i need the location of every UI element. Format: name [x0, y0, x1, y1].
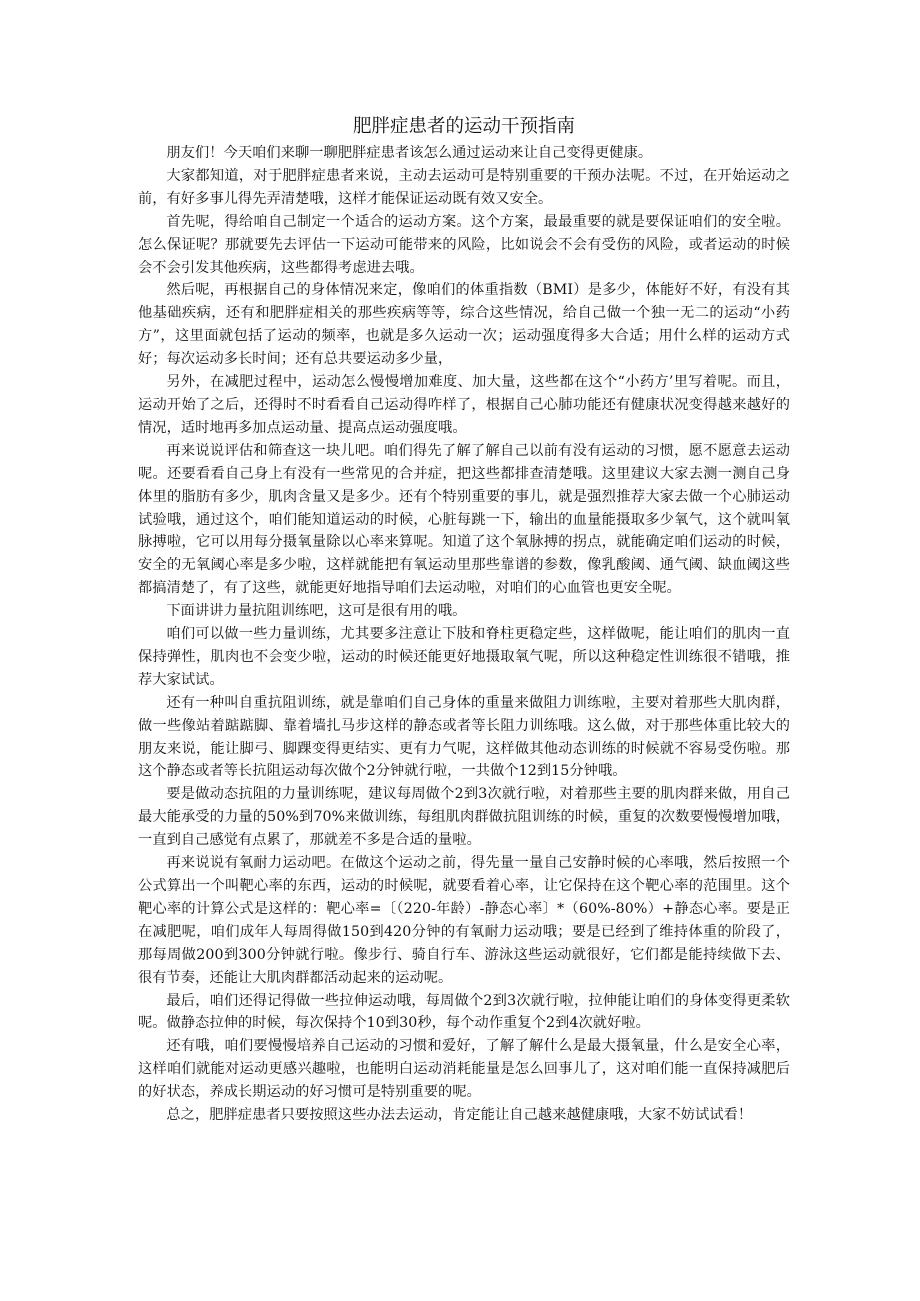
paragraph-conclusion: 总之，肥胖症患者只要按照这些办法去运动，肯定能让自己越来越健康哦，大家不妨试试看！	[166, 1107, 753, 1124]
paragraph-dynamic-resistance: 要是做动态抗阻的力量训练呢，建议每周做个2到3次就行啦，对着那些主要的肌肉群来做，用自己最大能承受的力量的50%到70%来做训练，每组肌肉群做抗阻训练的时候，重复的次数要慢慢增加哦，一直到自己感觉有点累了，那就差不多是合适的量啦。	[138, 786, 790, 849]
paragraph-stretching: 最后，咱们还得记得做一些拉伸运动哦，每周做个2到3次就行啦，拉伸能让咱们的身体变得更柔软呢。做静态拉伸的时候，每次保持个10到30秒，每个动作重复个2到4次就好啦。	[138, 992, 790, 1032]
paragraph-habits: 还有哦，咱们要慢慢培养自己运动的习惯和爱好，了解了解什么是最大摄氧量，什么是安全心率，这样咱们就能对运动更感兴趣啦，也能明白运动消耗能量是怎么回事儿了，这对咱们能一直保持减肥后的好状态，养成长期运动的好习惯可是特别重要的呢。	[138, 1038, 790, 1101]
paragraph-importance: 大家都知道，对于肥胖症患者来说，主动去运动可是特别重要的干预办法呢。不过，在开始运动之前，有好多事儿得先弄清楚哦，这样才能保证运动既有效又安全。	[138, 167, 790, 207]
document-title: 肥胖症患者的运动干预指南	[352, 116, 575, 137]
paragraph-safety-plan: 首先呢，得给咱自己制定一个适合的运动方案。这个方案，最最重要的就是要保证咱们的安全啦。怎么保证呢？那就要先去评估一下运动可能带来的风险，比如说会不会有受伤的风险，或者运动的时候会不会引发其他疾病，这些都得考虑进去哦。	[138, 213, 790, 276]
paragraph-assessment: 再来说说评估和筛查这一块儿吧。咱们得先了解了解自己以前有没有运动的习惯，愿不愿意去运动呢。还要看看自己身上有没有一些常见的合并症，把这些都排查清楚哦。这里建议大家去测一测自己身体里的脂肪有多少，肌肉含量又是多少。还有个特别重要的事儿，就是强烈推荐大家去做一个心肺运动试验哦，通过这个，咱们能知道运动的时候，心脏每跳一下，输出的血量能摄取多少氧气，这个就叫氧脉搏啦，它可以用每分摄氧量除以心率来算呢。知道了这个氧脉搏的拐点，就能确定咱们运动的时候，安全的无氧阈心率是多少啦，这样就能把有氧运动里那些靠谱的参数，像乳酸阈、通气阈、缺血阈这些都搞清楚了，有了这些，就能更好地指导咱们去运动啦，对咱们的心血管也更安全呢。	[138, 442, 790, 597]
paragraph-progression: 另外，在减肥过程中，运动怎么慢慢增加难度、加大量，这些都在这个“小药方’里写着呢。而且，运动开始了之后，还得时不时看看自己运动得咋样了，根据自己心肺功能还有健康状况变得越来越好的情况，适时地再多加点运动量、提高点运动强度哦。	[138, 374, 790, 436]
paragraph-bodyweight-training: 还有一种叫自重抗阻训练，就是靠咱们自己身体的重量来做阻力训练啦，主要对着那些大肌肉群，做一些像站着踮踮脚、靠着墙扎马步这样的静态或者等长阻力训练哦。这么做，对于那些体重比较大的朋友来说，能让脚弓、脚踝变得更结实、更有力气呢，这样做其他动态训练的时候就不容易受伤啦。那这个静态或者等长抗阻运动每次做个2分钟就行啦，一共做个12到15分钟哦。	[138, 694, 790, 780]
paragraph-strength-intro: 下面讲讲力量抗阻训练吧，这可是很有用的哦。	[166, 603, 467, 620]
paragraph-aerobic-exercise: 再来说说有氧耐力运动吧。在做这个运动之前，得先量一量自己安静时候的心率哦，然后按照一个公式算出一个叫靶心率的东西，运动的时候呢，就要看着心率，让它保持在这个靶心率的范围里。这个靶心率的计算公式是这样的：靶心率=〔（220-年龄）-静态心率〕*（60%-80%）+静态心率。要是正在减肥呢，咱们成年人每周得做150到420分钟的有氧耐力运动哦；要是已经到了维持体重的阶段了，那每周做200到300分钟就行啦。像步行、骑自行车、游泳这些运动就很好，它们都是能持续做下去、很有节奏，还能让大肌肉群都活动起来的运动呢。	[138, 855, 790, 986]
paragraph-stability-training: 咱们可以做一些力量训练，尤其要多注意让下肢和脊柱更稳定些，这样做呢，能让咱们的肌肉一直保持弹性，肌肉也不会变少啦，运动的时候还能更好地摄取氧气呢，所以这种稳定性训练很不错哦，推荐大家试试。	[138, 626, 790, 688]
paragraph-exercise-prescription: 然后呢，再根据自己的身体情况来定，像咱们的体重指数（BMI）是多少，体能好不好，有没有其他基础疾病，还有和肥胖症相关的那些疾病等等，综合这些情况，给自己做一个独一无二的运动“小药方”，这里面就包括了运动的频率，也就是多久运动一次；运动强度得多大合适；用什么样的运动方式好；每次运动多长时间；还有总共要运动多少量，	[138, 282, 790, 368]
paragraph-intro: 朋友们！今天咱们来聊一聊肥胖症患者该怎么通过运动来让自己变得更健康。	[166, 145, 653, 161]
document-page	[138, 114, 790, 1127]
